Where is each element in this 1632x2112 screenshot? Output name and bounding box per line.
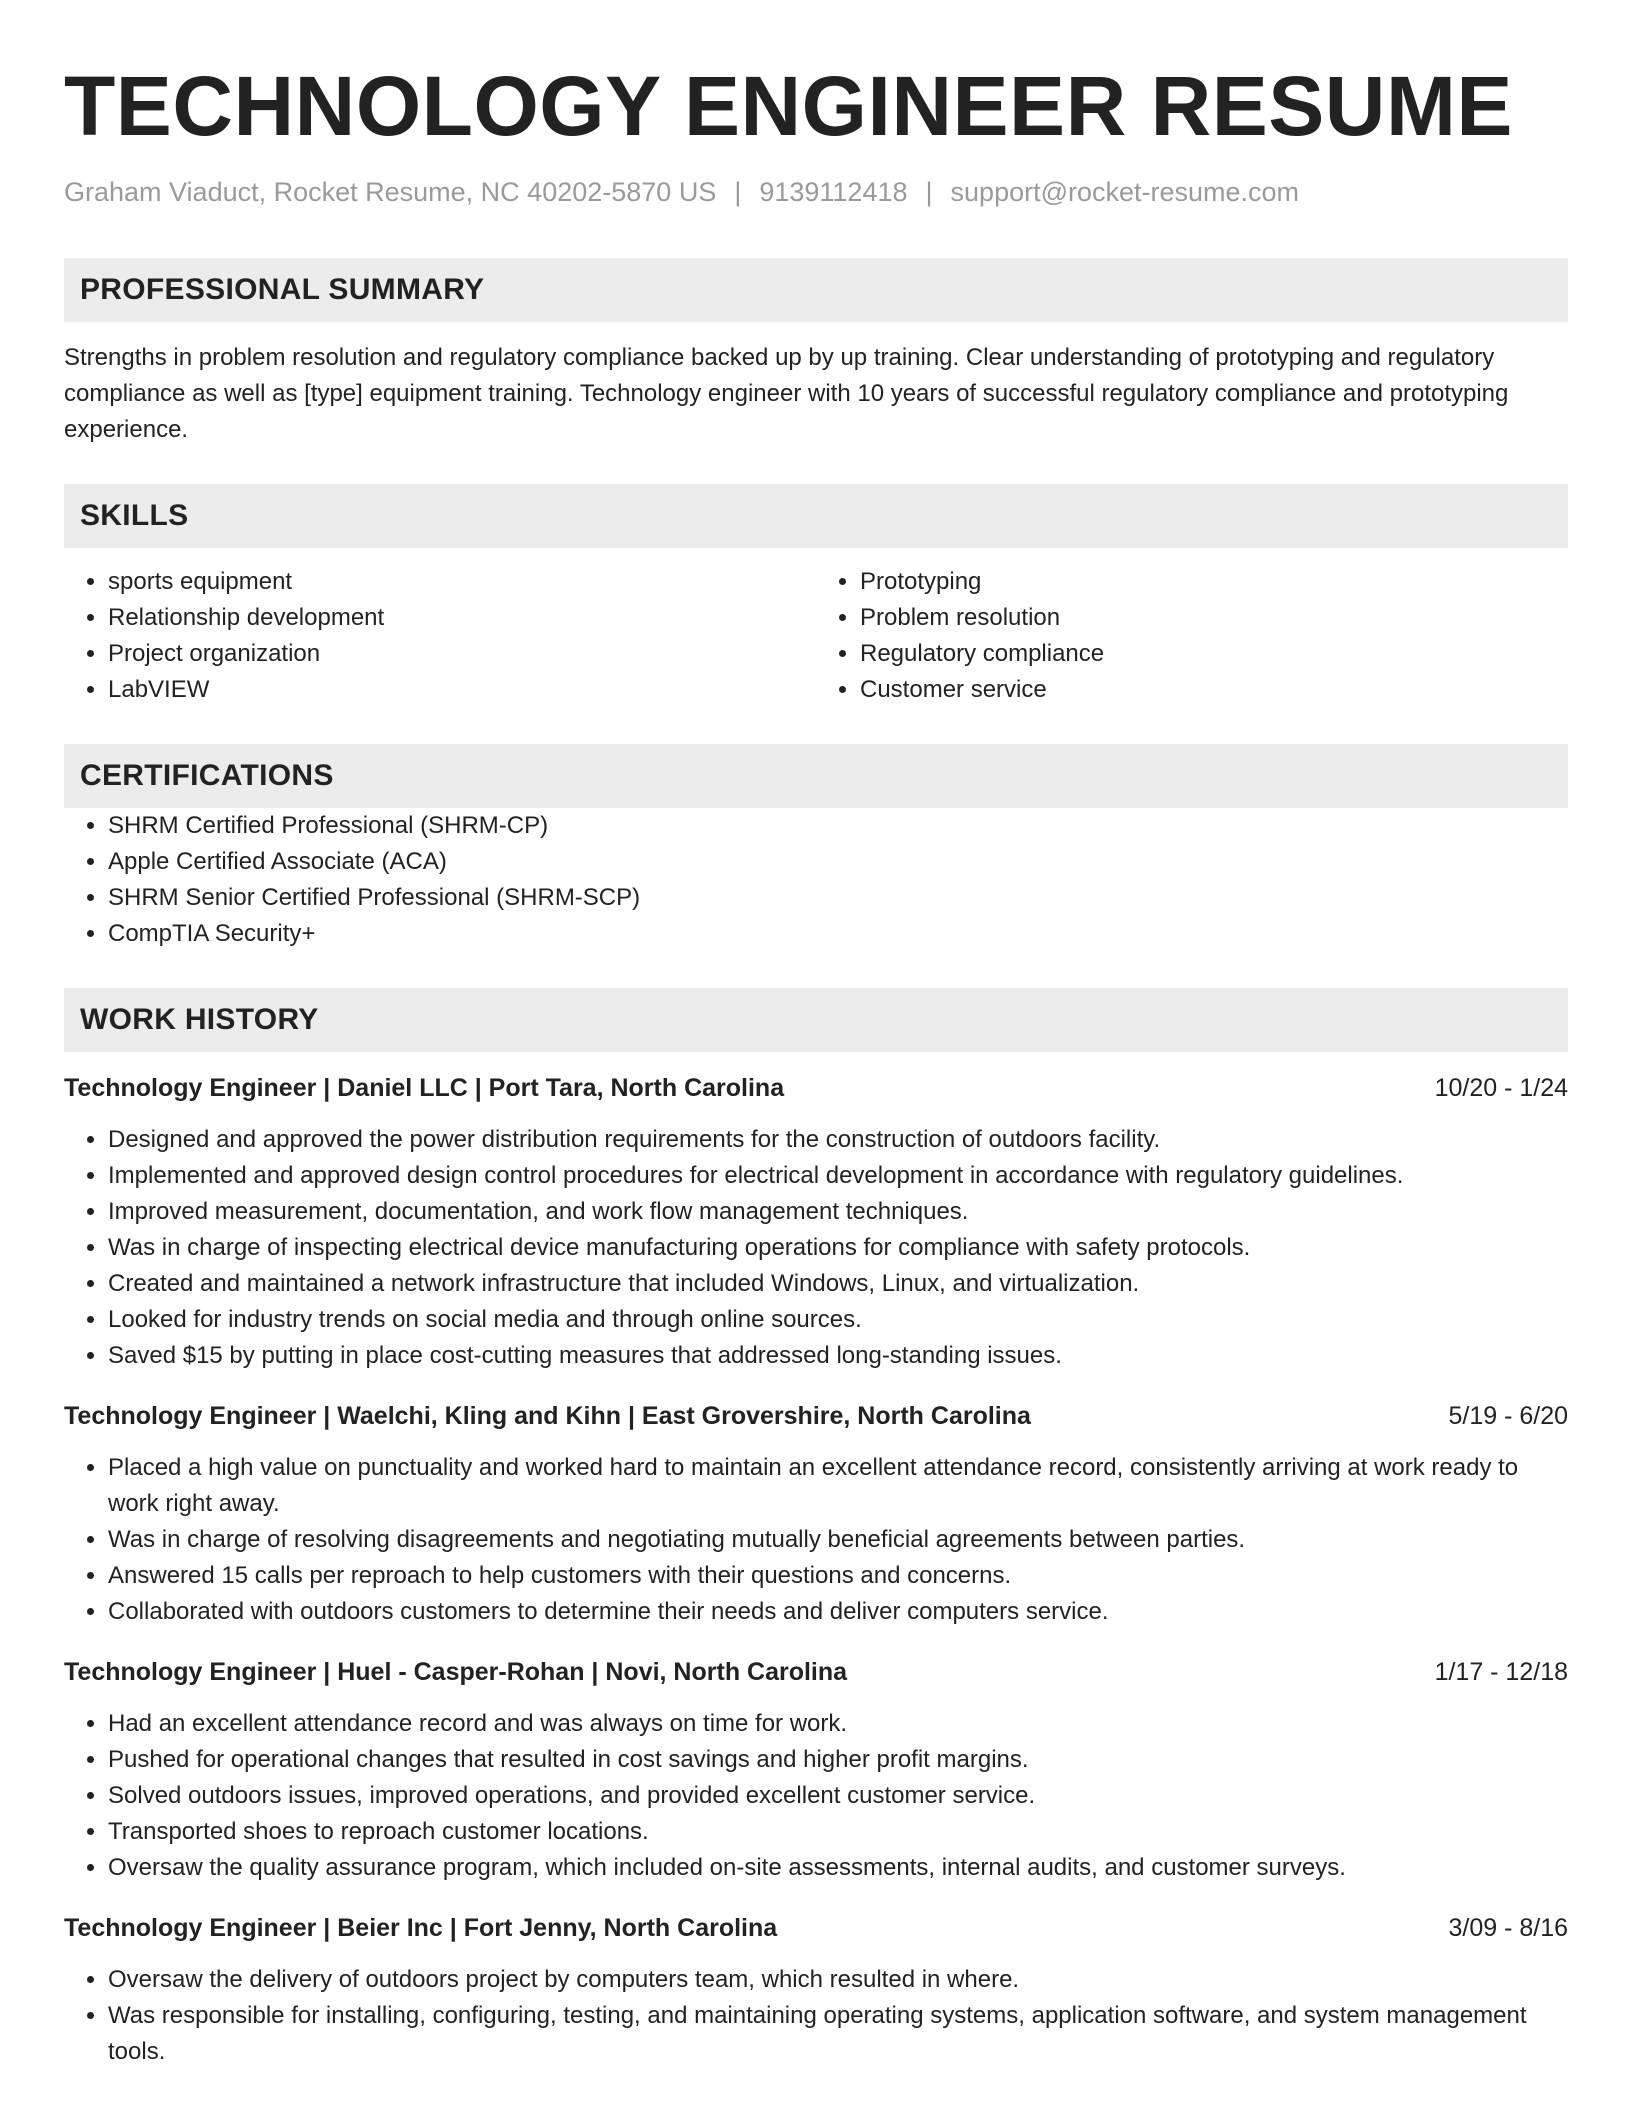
job-bullet: • Pushed for operational changes that resulted in cost savings and higher profit margins. xyxy=(108,1742,1568,1778)
job-entry xyxy=(64,1910,1568,2070)
certification-item: • CompTIA Security+ xyxy=(108,916,1568,952)
job-bullet: • Was in charge of inspecting electrical device manufacturing operations for compliance with safety protocols. xyxy=(108,1230,1568,1266)
certifications-list xyxy=(64,808,1568,952)
skill-item: • Regulatory compliance xyxy=(860,636,1568,672)
skill-item: • sports equipment xyxy=(108,564,816,600)
job-bullet: • Oversaw the quality assurance program, which included on-site assessments, internal audits, and customer surveys. xyxy=(108,1850,1568,1886)
job-title: Technology Engineer | Huel - Casper-Rohan | Novi, North Carolina xyxy=(64,1658,848,1687)
job-entry xyxy=(64,1654,1568,1886)
skills-list-right xyxy=(816,564,1568,708)
job-bullet: • Answered 15 calls per reproach to help customers with their questions and concerns. xyxy=(108,1558,1568,1594)
job-bullet: • Placed a high value on punctuality and worked hard to maintain an excellent attendance record, consistently arriving at work ready to work right away. xyxy=(108,1450,1568,1522)
job-bullet: • Saved $15 by putting in place cost-cutting measures that addressed long-standing issues. xyxy=(108,1338,1568,1374)
job-bullet: • Had an excellent attendance record and was always on time for work. xyxy=(108,1706,1568,1742)
job-bullet: • Collaborated with outdoors customers to determine their needs and deliver computers service. xyxy=(108,1594,1568,1630)
page-title: TECHNOLOGY ENGINEER RESUME xyxy=(64,59,1513,153)
certification-item: • SHRM Certified Professional (SHRM-CP) xyxy=(108,808,1568,844)
job-dates: 1/17 - 12/18 xyxy=(1434,1658,1568,1687)
skill-item: • Project organization xyxy=(108,636,816,672)
certification-item: • SHRM Senior Certified Professional (SHRM-SCP) xyxy=(108,880,1568,916)
contact-separator: | xyxy=(925,177,933,207)
job-header xyxy=(64,1398,1568,1434)
summary-heading: PROFESSIONAL SUMMARY xyxy=(64,258,1568,322)
summary-text: Strengths in problem resolution and regulatory compliance backed up by up training. Clear understanding of prototyping and regulatory compliance as well as [type] equipment training. Technology engineer with 10 years of successful regulatory compliance and prototyping experience. xyxy=(64,344,1509,444)
job-bullet: • Implemented and approved design control procedures for electrical development in accordance with regulatory guidelines. xyxy=(108,1158,1568,1194)
job-bullets xyxy=(64,1450,1568,1630)
job-bullets xyxy=(64,1962,1568,2070)
job-bullet: • Improved measurement, documentation, and work flow management techniques. xyxy=(108,1194,1568,1230)
job-dates: 10/20 - 1/24 xyxy=(1434,1074,1568,1103)
job-bullet: • Transported shoes to reproach customer locations. xyxy=(108,1814,1568,1850)
contact-address: Graham Viaduct, Rocket Resume, NC 40202-5870 US xyxy=(64,177,717,207)
job-entry xyxy=(64,1398,1568,1630)
skills-list-left xyxy=(64,564,816,708)
job-entry xyxy=(64,1070,1568,1374)
skills-heading: SKILLS xyxy=(64,484,1568,548)
skill-item: • Relationship development xyxy=(108,600,816,636)
job-bullet: • Designed and approved the power distribution requirements for the construction of outdoors facility. xyxy=(108,1122,1568,1158)
job-bullet: • Was in charge of resolving disagreements and negotiating mutually beneficial agreements between parties. xyxy=(108,1522,1568,1558)
skill-item: • Prototyping xyxy=(860,564,1568,600)
job-title: Technology Engineer | Daniel LLC | Port Tara, North Carolina xyxy=(64,1074,785,1103)
job-title: Technology Engineer | Waelchi, Kling and Kihn | East Grovershire, North Carolina xyxy=(64,1402,1031,1431)
job-title: Technology Engineer | Beier Inc | Fort Jenny, North Carolina xyxy=(64,1914,778,1943)
job-bullet: • Oversaw the delivery of outdoors project by computers team, which resulted in where. xyxy=(108,1962,1568,1998)
contact-line xyxy=(64,176,1568,208)
work-history-heading: WORK HISTORY xyxy=(64,988,1568,1052)
contact-separator: | xyxy=(734,177,742,207)
certification-item: • Apple Certified Associate (ACA) xyxy=(108,844,1568,880)
job-dates: 3/09 - 8/16 xyxy=(1448,1914,1568,1943)
job-dates: 5/19 - 6/20 xyxy=(1448,1402,1568,1431)
contact-phone: 9139112418 xyxy=(759,177,908,207)
skill-item: • Problem resolution xyxy=(860,600,1568,636)
certifications-heading: CERTIFICATIONS xyxy=(64,744,1568,808)
job-bullet: • Looked for industry trends on social media and through online sources. xyxy=(108,1302,1568,1338)
skill-item: • Customer service xyxy=(860,672,1568,708)
job-header xyxy=(64,1070,1568,1106)
contact-email: support@rocket-resume.com xyxy=(950,177,1300,207)
job-bullet: • Was responsible for installing, configuring, testing, and maintaining operating systems, application software, and system management tools. xyxy=(108,1998,1568,2070)
job-bullet: • Solved outdoors issues, improved operations, and provided excellent customer service. xyxy=(108,1778,1568,1814)
job-bullets xyxy=(64,1122,1568,1374)
skills-grid xyxy=(64,564,1568,708)
job-header xyxy=(64,1654,1568,1690)
job-header xyxy=(64,1910,1568,1946)
skill-item: • LabVIEW xyxy=(108,672,816,708)
job-bullets xyxy=(64,1706,1568,1886)
job-bullet: • Created and maintained a network infrastructure that included Windows, Linux, and virtualization. xyxy=(108,1266,1568,1302)
